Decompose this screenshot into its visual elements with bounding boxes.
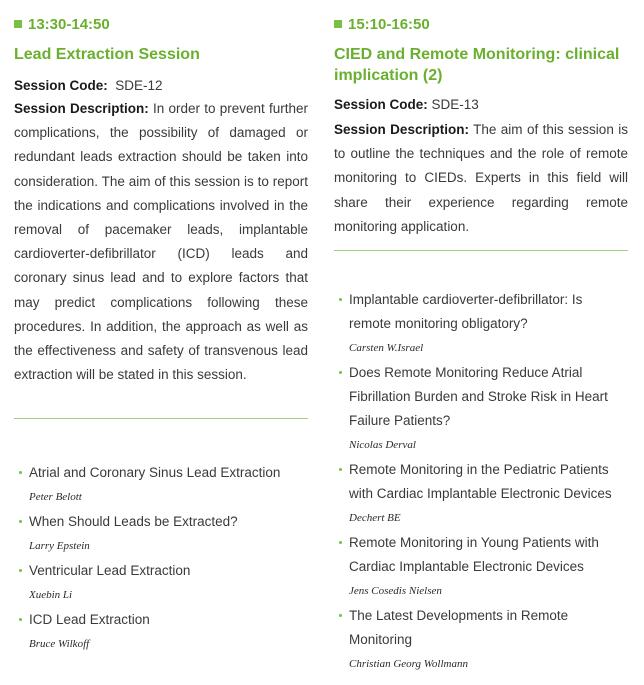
session-description-text: In order to prevent further complications, the possibility of damaged or redundant leads extraction should be taken into consideration. The aim of this session is to report the indications and complications involved in the removal of pacemaker leads, implantable cardioverter-defibrillator (ICD) leads and coronary sinus lead and to explore factors that may predict complications following these procedures. In addition, the approach as well as the effectiveness and safety of transvenous lead extraction will be stated in this session. [14, 101, 308, 383]
session-code-label: Session Code: [334, 97, 428, 112]
session-time-row [14, 15, 110, 33]
talk-title: ICD Lead Extraction [29, 612, 150, 627]
talk-list [338, 288, 628, 677]
talk-title: Implantable cardioverter-defibrillator: Is remote monitoring obligatory? [349, 292, 583, 331]
talk-speaker: Carsten W.Israel [349, 342, 424, 354]
green-square-icon [334, 20, 342, 28]
session-description-label: Session Description: [14, 101, 149, 116]
list-item [338, 531, 628, 604]
session-code-value: SDE-12 [115, 78, 163, 93]
list-item [18, 461, 308, 510]
talk-title: Does Remote Monitoring Reduce Atrial Fibrillation Burden and Stroke Risk in Heart Failure Patients? [349, 365, 608, 428]
session-time: 15:10-16:50 [348, 15, 430, 33]
talk-title: The Latest Developments in Remote Monitoring [349, 608, 569, 647]
talk-speaker: Larry Epstein [29, 540, 90, 552]
talk-list [18, 461, 308, 657]
list-item [338, 361, 628, 458]
list-item [18, 510, 308, 559]
list-item [338, 288, 628, 361]
session-time-row [334, 15, 430, 33]
session-title: CIED and Remote Monitoring: clinical implication (2) [334, 46, 620, 84]
talk-title: Ventricular Lead Extraction [29, 563, 191, 578]
session-code-label: Session Code: [14, 78, 108, 93]
list-item [18, 559, 308, 608]
session-description [14, 97, 308, 387]
divider [334, 250, 628, 251]
talk-speaker: Jens Cosedis Nielsen [349, 585, 442, 597]
session-description [334, 118, 628, 239]
session-code [14, 76, 163, 96]
talk-speaker: Nicolas Derval [349, 439, 416, 451]
list-item [338, 604, 628, 677]
divider [14, 418, 308, 419]
list-item [18, 608, 308, 657]
session-code [334, 95, 479, 115]
talk-title: Remote Monitoring in the Pediatric Patients with Cardiac Implantable Electronic Devices [349, 462, 612, 501]
session-description-label: Session Description: [334, 122, 469, 137]
talk-speaker: Peter Belott [29, 491, 82, 503]
session-title: Lead Extraction Session [14, 46, 200, 63]
talk-speaker: Bruce Wilkoff [29, 638, 90, 650]
talk-title: Remote Monitoring in Young Patients with Cardiac Implantable Electronic Devices [349, 535, 599, 574]
list-item [338, 458, 628, 531]
session-description-text: The aim of this session is to outline the techniques and the role of remote monitoring to CIEDs. Experts in this field will share their experience regarding remote monitoring application. [334, 122, 628, 234]
green-square-icon [14, 20, 22, 28]
talk-speaker: Xuebin Li [29, 589, 73, 601]
talk-title: When Should Leads be Extracted? [29, 514, 238, 529]
talk-speaker: Dechert BE [349, 512, 401, 524]
talk-speaker: Christian Georg Wollmann [349, 658, 468, 670]
talk-title: Atrial and Coronary Sinus Lead Extraction [29, 465, 281, 480]
session-time: 13:30-14:50 [28, 15, 110, 33]
session-code-value: SDE-13 [431, 97, 479, 112]
